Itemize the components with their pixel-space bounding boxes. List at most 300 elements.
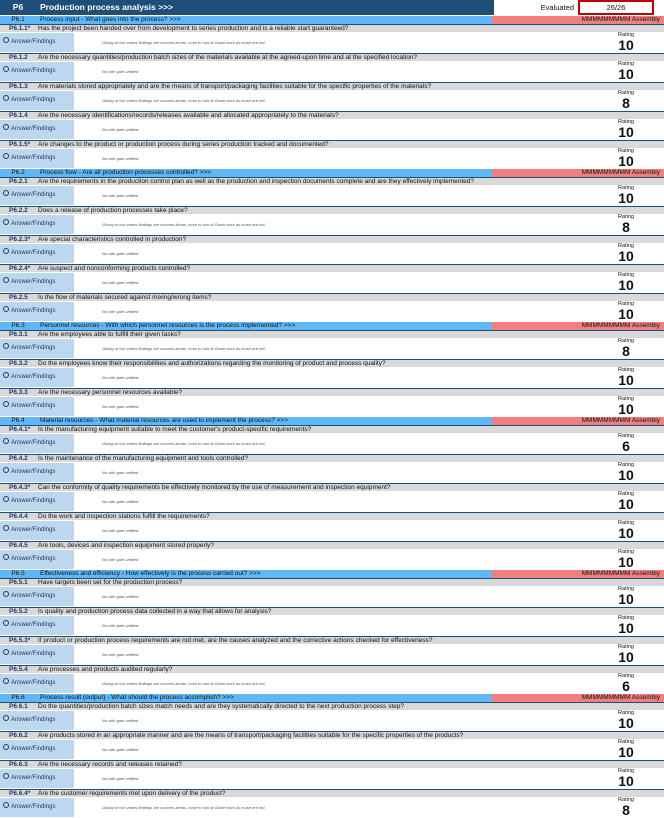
rating-value[interactable]: 10 <box>618 372 634 388</box>
rating-value[interactable]: 10 <box>618 124 634 140</box>
answer-findings-label: Answer/Findings <box>11 746 56 752</box>
answer-findings-label: Answer/Findings <box>11 651 56 657</box>
question-block <box>0 388 664 417</box>
answer-row <box>0 119 664 140</box>
section-code: P6.3 <box>11 322 25 329</box>
rating-label: Rating <box>618 214 634 220</box>
rating-cell[interactable] <box>588 520 664 541</box>
section-code: P6.2 <box>11 169 25 176</box>
question-block <box>0 607 664 636</box>
rating-value[interactable]: 6 <box>622 678 630 694</box>
findings-text[interactable]: No with gate untitled <box>102 69 139 74</box>
rating-cell[interactable] <box>588 243 664 264</box>
answer-row <box>0 491 664 512</box>
search-icon <box>3 219 9 225</box>
findings-text[interactable]: No with gate untitled <box>102 375 139 380</box>
question-code: P6.4.2 <box>9 455 28 462</box>
answer-findings-button[interactable] <box>0 769 74 788</box>
findings-text[interactable]: No with gate untitled <box>102 309 139 314</box>
question-block <box>0 140 664 169</box>
section-code: P6.4 <box>11 417 25 424</box>
rating-cell[interactable] <box>588 367 664 388</box>
evaluated-value: 26/26 <box>578 0 654 15</box>
evaluated-label: Evaluated <box>540 3 574 12</box>
answer-findings-button[interactable] <box>0 587 74 606</box>
answer-findings-label: Answer/Findings <box>11 527 56 533</box>
rating-value[interactable]: 10 <box>618 467 634 483</box>
question-row <box>0 702 664 710</box>
answer-findings-label: Answer/Findings <box>11 556 56 562</box>
rating-cell[interactable] <box>588 462 664 483</box>
question-code: P6.1.4 <box>9 112 28 119</box>
section-title: Process result (output) - What should the process accomplish? >>> <box>40 694 234 701</box>
rating-value[interactable]: 8 <box>622 343 630 359</box>
question-row <box>0 293 664 301</box>
question-block <box>0 760 664 789</box>
answer-findings-button[interactable] <box>0 492 74 511</box>
search-icon <box>3 715 9 721</box>
answer-findings-label: Answer/Findings <box>11 192 56 198</box>
rating-value[interactable]: 10 <box>618 649 634 665</box>
question-text: Has the project been handed over from development to series production and is a reliable start guaranteed? <box>38 25 349 32</box>
rating-label: Rating <box>618 148 634 154</box>
question-code: P6.2.3* <box>9 236 31 243</box>
section-header <box>0 570 664 578</box>
answer-findings-label: Answer/Findings <box>11 717 56 723</box>
question-row <box>0 454 664 462</box>
findings-text[interactable]: Gluing at min vanes findings are sources-Areas, nose to ruin di Gaste work as muse-ere ind. <box>102 222 266 227</box>
question-block <box>0 425 664 454</box>
question-row <box>0 359 664 367</box>
answer-row <box>0 90 664 111</box>
answer-findings-button[interactable] <box>0 368 74 387</box>
question-code: P6.6.1 <box>9 703 28 710</box>
question-row <box>0 636 664 644</box>
rating-label: Rating <box>618 673 634 679</box>
section-assembly: MMMMMMMMM Assembly <box>492 417 664 425</box>
rating-cell[interactable] <box>588 768 664 789</box>
search-icon <box>3 306 9 312</box>
question-text: Is the maintenance of the manufacturing equipment and tools controlled? <box>38 455 248 462</box>
answer-row <box>0 615 664 636</box>
rating-value[interactable]: 8 <box>622 219 630 235</box>
question-text: Are the employees able to fulfill their given tasks? <box>38 331 181 338</box>
answer-findings-label: Answer/Findings <box>11 498 56 504</box>
answer-row <box>0 214 664 235</box>
answer-findings-button[interactable] <box>0 149 74 168</box>
rating-cell[interactable] <box>588 433 664 454</box>
rating-cell[interactable] <box>588 185 664 206</box>
answer-findings-label: Answer/Findings <box>11 440 56 446</box>
question-code: P6.1.2 <box>9 54 28 61</box>
findings-text[interactable]: No with gate untitled <box>102 747 139 752</box>
answer-findings-button[interactable] <box>0 550 74 569</box>
answer-findings-button[interactable] <box>0 798 74 817</box>
section-assembly: MMMMMMMMM Assembly <box>492 570 664 578</box>
rating-label: Rating <box>618 549 634 555</box>
findings-text[interactable]: No with gate untitled <box>102 470 139 475</box>
answer-findings-label: Answer/Findings <box>11 279 56 285</box>
rating-value[interactable]: 10 <box>618 496 634 512</box>
question-block <box>0 454 664 483</box>
question-code: P6.6.3 <box>9 761 28 768</box>
search-icon <box>3 438 9 444</box>
answer-row <box>0 710 664 731</box>
answer-findings-label: Answer/Findings <box>11 469 56 475</box>
rating-value[interactable]: 10 <box>618 773 634 789</box>
answer-row <box>0 644 664 665</box>
question-text: Have targets been set for the production process? <box>38 579 183 586</box>
question-row <box>0 235 664 243</box>
question-code: P6.5.3* <box>9 637 31 644</box>
question-code: P6.5.4 <box>9 666 28 673</box>
section-header <box>0 16 664 24</box>
question-text: Are the necessary records and releases retained? <box>38 761 182 768</box>
answer-findings-button[interactable] <box>0 521 74 540</box>
findings-text[interactable]: No with gate untitled <box>102 652 139 657</box>
section-code: P6.1 <box>11 16 25 23</box>
answer-findings-button[interactable] <box>0 91 74 110</box>
header-title: Production process analysis >>> <box>36 0 494 15</box>
rating-cell[interactable] <box>588 338 664 359</box>
question-row <box>0 140 664 148</box>
rating-label: Rating <box>618 338 634 344</box>
rating-label: Rating <box>618 396 634 402</box>
rating-cell[interactable] <box>588 148 664 169</box>
findings-text[interactable]: Gluing at min vanes findings are sources-Areas, nose to ruin di Gaste work as muse-ere ind. <box>102 805 266 810</box>
search-icon <box>3 124 9 130</box>
findings-text[interactable]: No with gate untitled <box>102 623 139 628</box>
search-icon <box>3 467 9 473</box>
question-block <box>0 541 664 570</box>
question-text: Are the necessary personnel resources available? <box>38 389 183 396</box>
sheet-header <box>0 0 664 15</box>
rating-label: Rating <box>618 739 634 745</box>
question-code: P6.4.1* <box>9 426 31 433</box>
rating-value[interactable]: 8 <box>622 802 630 818</box>
question-row <box>0 53 664 61</box>
question-row <box>0 760 664 768</box>
findings-text[interactable]: Gluing at min vanes findings are sources-Areas, nose to ruin di Gaste work as muse-ere ind. <box>102 40 266 45</box>
rating-cell[interactable] <box>588 586 664 607</box>
answer-row <box>0 586 664 607</box>
question-text: Are changes to the product or production process during series production tracked and documented? <box>38 141 329 148</box>
answer-findings-label: Answer/Findings <box>11 97 56 103</box>
answer-findings-label: Answer/Findings <box>11 250 56 256</box>
question-block <box>0 702 664 731</box>
rating-label: Rating <box>618 586 634 592</box>
question-text: Is the flow of materials secured against mixing/wrong items? <box>38 294 212 301</box>
answer-findings-label: Answer/Findings <box>11 374 56 380</box>
answer-findings-button[interactable] <box>0 397 74 416</box>
findings-text[interactable]: No with gate untitled <box>102 251 139 256</box>
findings-text[interactable]: Gluing at min vanes findings are sources-Areas, nose to ruin di Gaste work as muse-ere ind. <box>102 98 266 103</box>
rating-cell[interactable] <box>588 61 664 82</box>
header-code: P6 <box>0 0 36 15</box>
answer-row <box>0 185 664 206</box>
question-code: P6.4.3* <box>9 484 31 491</box>
search-icon <box>3 802 9 808</box>
search-icon <box>3 773 9 779</box>
rating-value[interactable]: 10 <box>618 620 634 636</box>
answer-findings-button[interactable] <box>0 339 74 358</box>
answer-findings-label: Answer/Findings <box>11 126 56 132</box>
question-row <box>0 607 664 615</box>
search-icon <box>3 649 9 655</box>
question-block <box>0 53 664 82</box>
search-icon <box>3 620 9 626</box>
rating-label: Rating <box>618 272 634 278</box>
question-block <box>0 665 664 694</box>
answer-findings-button[interactable] <box>0 645 74 664</box>
rating-cell[interactable] <box>588 272 664 293</box>
question-block <box>0 330 664 359</box>
question-code: P6.4.4 <box>9 513 28 520</box>
question-text: Are the requirements in the production control plan as well as the production and inspection documents complete and are they effectively implemented? <box>38 178 474 185</box>
question-block <box>0 235 664 264</box>
findings-text[interactable]: No with gate untitled <box>102 404 139 409</box>
answer-row <box>0 433 664 454</box>
answer-findings-button[interactable] <box>0 186 74 205</box>
answer-row <box>0 367 664 388</box>
answer-row <box>0 462 664 483</box>
findings-text[interactable]: No with gate untitled <box>102 499 139 504</box>
answer-findings-button[interactable] <box>0 33 74 52</box>
section-assembly: MMMMMMMMM Assembly <box>492 694 664 702</box>
answer-findings-button[interactable] <box>0 616 74 635</box>
answer-findings-label: Answer/Findings <box>11 39 56 45</box>
rating-cell[interactable] <box>588 396 664 417</box>
answer-findings-button[interactable] <box>0 711 74 730</box>
answer-findings-label: Answer/Findings <box>11 403 56 409</box>
question-text: Are processes and products audited regularly? <box>38 666 173 673</box>
question-text: Are materials stored appropriately and are the means of transport/packaging facilities suitable for the specific properties of the materials? <box>38 83 432 90</box>
rating-value[interactable]: 10 <box>618 190 634 206</box>
rating-label: Rating <box>618 32 634 38</box>
question-row <box>0 330 664 338</box>
findings-text[interactable]: Gluing at min vanes findings are sources-Areas, nose to ruin di Gaste work as muse-ere ind. <box>102 681 266 686</box>
findings-text[interactable]: Gluing at min vanes findings are sources-Areas, nose to ruin di Gaste work as muse-ere ind. <box>102 441 266 446</box>
question-code: P6.2.2 <box>9 207 28 214</box>
question-code: P6.4.5 <box>9 542 28 549</box>
section-header <box>0 694 664 702</box>
section-title: Process flow - Are all production processes controlled? >>> <box>40 169 212 176</box>
answer-findings-label: Answer/Findings <box>11 345 56 351</box>
answer-findings-button[interactable] <box>0 740 74 759</box>
rating-cell[interactable] <box>588 615 664 636</box>
rating-value[interactable]: 10 <box>618 153 634 169</box>
section-assembly: MMMMMMMMM Assembly <box>492 16 664 24</box>
answer-findings-button[interactable] <box>0 62 74 81</box>
section-title: Process input - What goes into the process? >>> <box>40 16 181 23</box>
question-text: Do the employees know their responsibilities and authorizations regarding the monitoring of product and process quality? <box>38 360 386 367</box>
findings-text[interactable]: No with gate untitled <box>102 193 139 198</box>
rating-value[interactable]: 10 <box>618 306 634 322</box>
findings-text[interactable]: No with gate untitled <box>102 718 139 723</box>
answer-row <box>0 243 664 264</box>
question-row <box>0 483 664 491</box>
findings-text[interactable]: No with gate untitled <box>102 557 139 562</box>
question-code: P6.6.2 <box>9 732 28 739</box>
search-icon <box>3 496 9 502</box>
findings-text[interactable]: Gluing at min vanes findings are sources-Areas, nose to ruin di Gaste work as muse-ere ind. <box>102 346 266 351</box>
question-row <box>0 541 664 549</box>
rating-value[interactable]: 8 <box>622 95 630 111</box>
answer-findings-label: Answer/Findings <box>11 593 56 599</box>
answer-row <box>0 338 664 359</box>
question-code: P6.3.2 <box>9 360 28 367</box>
question-row <box>0 578 664 586</box>
rating-value[interactable]: 10 <box>618 37 634 53</box>
question-code: P6.5.1 <box>9 579 28 586</box>
question-row <box>0 512 664 520</box>
question-block <box>0 24 664 53</box>
search-icon <box>3 372 9 378</box>
rating-value[interactable]: 10 <box>618 591 634 607</box>
rating-label: Rating <box>618 710 634 716</box>
question-text: Are special characteristics controlled in production? <box>38 236 187 243</box>
question-row <box>0 789 664 797</box>
rating-cell[interactable] <box>588 644 664 665</box>
rating-value[interactable]: 10 <box>618 525 634 541</box>
answer-findings-label: Answer/Findings <box>11 775 56 781</box>
rating-cell[interactable] <box>588 491 664 512</box>
section-assembly: MMMMMMMMM Assembly <box>492 322 664 330</box>
question-block <box>0 578 664 607</box>
question-text: Is the manufacturing equipment suitable to meet the customer's product-specific requirements? <box>38 426 312 433</box>
section-header <box>0 169 664 177</box>
answer-row <box>0 61 664 82</box>
answer-findings-button[interactable] <box>0 120 74 139</box>
question-code: P6.1.5* <box>9 141 31 148</box>
question-code: P6.3.3 <box>9 389 28 396</box>
section-title: Material resources - What material resources are used to implement the process? >>> <box>40 417 289 424</box>
rating-label: Rating <box>618 243 634 249</box>
findings-text[interactable]: No with gate untitled <box>102 127 139 132</box>
question-row <box>0 665 664 673</box>
search-icon <box>3 66 9 72</box>
question-text: If product or production process requirements are not met, are the causes analyzed and the corrective actions checked for effectiveness? <box>38 637 433 644</box>
rating-value[interactable]: 10 <box>618 66 634 82</box>
answer-row <box>0 520 664 541</box>
question-text: Do the quantities/production batch sizes match needs and are they systematically directed to the next production process step? <box>38 703 405 710</box>
question-block <box>0 359 664 388</box>
rating-label: Rating <box>618 367 634 373</box>
answer-findings-button[interactable] <box>0 674 74 693</box>
question-row <box>0 731 664 739</box>
question-code: P6.3.1 <box>9 331 28 338</box>
rating-cell[interactable] <box>588 739 664 760</box>
question-code: P6.1.3 <box>9 83 28 90</box>
answer-row <box>0 301 664 322</box>
section-code: P6.5 <box>11 570 25 577</box>
rating-cell[interactable] <box>588 214 664 235</box>
rating-label: Rating <box>618 433 634 439</box>
rating-label: Rating <box>618 520 634 526</box>
rating-value[interactable]: 10 <box>618 744 634 760</box>
search-icon <box>3 678 9 684</box>
question-text: Is quality and production process data collected in a way that allows for analysis? <box>38 608 272 615</box>
answer-findings-button[interactable] <box>0 302 74 321</box>
search-icon <box>3 525 9 531</box>
answer-row <box>0 148 664 169</box>
answer-findings-label: Answer/Findings <box>11 221 56 227</box>
section-code: P6.6 <box>11 694 25 701</box>
question-text: Can the conformity of quality requirements be effectively monitored by the use of measurement and inspection equipment? <box>38 484 391 491</box>
section-title: Effectiveness and efficiency - How effectively is the process carried out? >>> <box>40 570 261 577</box>
rating-cell[interactable] <box>588 710 664 731</box>
answer-findings-button[interactable] <box>0 463 74 482</box>
answer-findings-label: Answer/Findings <box>11 680 56 686</box>
question-text: Are products stored in an appropriate manner and are the means of transport/packaging facilities suitable for the specific properties of the products? <box>38 732 464 739</box>
answer-row <box>0 272 664 293</box>
answer-findings-button[interactable] <box>0 215 74 234</box>
section-title: Personnel resources - With which personnel resources is the process implemented? >>> <box>40 322 296 329</box>
rating-label: Rating <box>618 61 634 67</box>
answer-row <box>0 768 664 789</box>
search-icon <box>3 401 9 407</box>
rating-value[interactable]: 10 <box>618 248 634 264</box>
findings-text[interactable]: No with gate untitled <box>102 528 139 533</box>
rating-value[interactable]: 10 <box>618 277 634 293</box>
answer-row <box>0 739 664 760</box>
findings-text[interactable]: No with gate untitled <box>102 594 139 599</box>
question-text: Are the customer requirements met upon delivery of the product? <box>38 790 226 797</box>
rating-label: Rating <box>618 301 634 307</box>
rating-value[interactable]: 6 <box>622 438 630 454</box>
question-text: Are the necessary quantities/production batch sizes of the materials available at the agreed-upon time and at the specified location? <box>38 54 418 61</box>
findings-text[interactable]: No with gate untitled <box>102 280 139 285</box>
findings-text[interactable]: No with gate untitled <box>102 156 139 161</box>
question-block <box>0 293 664 322</box>
rating-value[interactable]: 10 <box>618 715 634 731</box>
question-block <box>0 512 664 541</box>
question-text: Does a release of production processes take place? <box>38 207 188 214</box>
answer-findings-button[interactable] <box>0 434 74 453</box>
answer-findings-button[interactable] <box>0 273 74 292</box>
rating-cell[interactable] <box>588 549 664 570</box>
rating-value[interactable]: 10 <box>618 554 634 570</box>
section-assembly: MMMMMMMMM Assembly <box>492 169 664 177</box>
answer-row <box>0 549 664 570</box>
question-text: Do the work and inspection stations fulfill the requirements? <box>38 513 210 520</box>
question-block <box>0 636 664 665</box>
rating-label: Rating <box>618 768 634 774</box>
rating-value[interactable]: 10 <box>618 401 634 417</box>
question-row <box>0 82 664 90</box>
rating-cell[interactable] <box>588 301 664 322</box>
findings-text[interactable]: No with gate untitled <box>102 776 139 781</box>
question-text: Are suspect and nonconforming products controlled? <box>38 265 191 272</box>
question-row <box>0 264 664 272</box>
search-icon <box>3 554 9 560</box>
rating-label: Rating <box>618 119 634 125</box>
answer-findings-label: Answer/Findings <box>11 622 56 628</box>
search-icon <box>3 591 9 597</box>
question-text: Are the necessary identifications/records/releases available and allocated appropriately to the materials? <box>38 112 339 119</box>
answer-findings-button[interactable] <box>0 244 74 263</box>
question-block <box>0 206 664 235</box>
rating-cell[interactable] <box>588 119 664 140</box>
search-icon <box>3 95 9 101</box>
rating-cell[interactable] <box>588 90 664 111</box>
answer-findings-label: Answer/Findings <box>11 308 56 314</box>
answer-findings-label: Answer/Findings <box>11 68 56 74</box>
rating-cell[interactable] <box>588 673 664 694</box>
section-header <box>0 322 664 330</box>
rating-cell[interactable] <box>588 32 664 53</box>
search-icon <box>3 744 9 750</box>
